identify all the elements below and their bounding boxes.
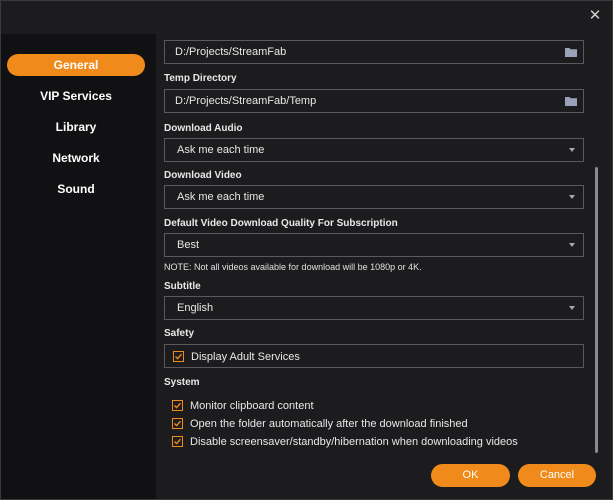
subtitle-value: English [177, 302, 214, 314]
sidebar-item-sound[interactable]: Sound [57, 182, 95, 196]
download-audio-label: Download Audio [164, 123, 243, 134]
chevron-down-icon [569, 148, 575, 152]
output-directory-value: D:/Projects/StreamFab [175, 46, 287, 58]
display-adult-services-label: Display Adult Services [191, 351, 300, 363]
default-quality-label: Default Video Download Quality For Subscription [164, 218, 398, 229]
sidebar-item-general[interactable]: General [7, 54, 145, 76]
close-icon[interactable]: ✕ [588, 7, 602, 24]
download-audio-select[interactable] [164, 138, 584, 162]
subtitle-label: Subtitle [164, 281, 201, 292]
safety-label: Safety [164, 328, 195, 339]
folder-icon[interactable] [565, 96, 577, 106]
checkbox-checked[interactable] [172, 400, 183, 411]
general-settings-panel [156, 26, 601, 499]
sidebar-item-network[interactable]: Network [52, 151, 100, 165]
chevron-down-icon [569, 306, 575, 310]
temp-directory-label: Temp Directory [164, 73, 237, 84]
subtitle-select[interactable] [164, 296, 584, 320]
download-video-value: Ask me each time [177, 191, 265, 203]
disable-screensaver-label: Disable screensaver/standby/hibernation when downloading videos [190, 436, 518, 448]
open-folder-label: Open the folder automatically after the download finished [190, 418, 468, 430]
system-label: System [164, 377, 200, 388]
monitor-clipboard-label: Monitor clipboard content [190, 400, 314, 412]
checkbox-checked[interactable] [172, 436, 183, 447]
output-directory-field[interactable] [164, 40, 584, 64]
temp-directory-field[interactable] [164, 89, 584, 113]
sidebar-item-library[interactable]: Library [55, 120, 97, 134]
sidebar-item-vip-services[interactable]: VIP Services [40, 89, 112, 103]
folder-icon[interactable] [565, 47, 577, 57]
checkbox-checked[interactable] [172, 418, 183, 429]
checkbox-checked[interactable] [173, 351, 184, 362]
download-video-select[interactable] [164, 185, 584, 209]
default-quality-select[interactable] [164, 233, 584, 257]
download-video-label: Download Video [164, 170, 242, 181]
temp-directory-value: D:/Projects/StreamFab/Temp [175, 95, 317, 107]
safety-box [164, 344, 584, 368]
download-audio-value: Ask me each time [177, 144, 265, 156]
sidebar [1, 34, 156, 499]
cancel-button[interactable]: Cancel [518, 464, 596, 487]
chevron-down-icon [569, 243, 575, 247]
default-quality-value: Best [177, 239, 200, 251]
quality-note: NOTE: Not all videos available for download will be 1080p or 4K. [164, 262, 422, 272]
scrollbar[interactable] [595, 167, 598, 453]
chevron-down-icon [569, 195, 575, 199]
ok-button[interactable]: OK [431, 464, 510, 487]
